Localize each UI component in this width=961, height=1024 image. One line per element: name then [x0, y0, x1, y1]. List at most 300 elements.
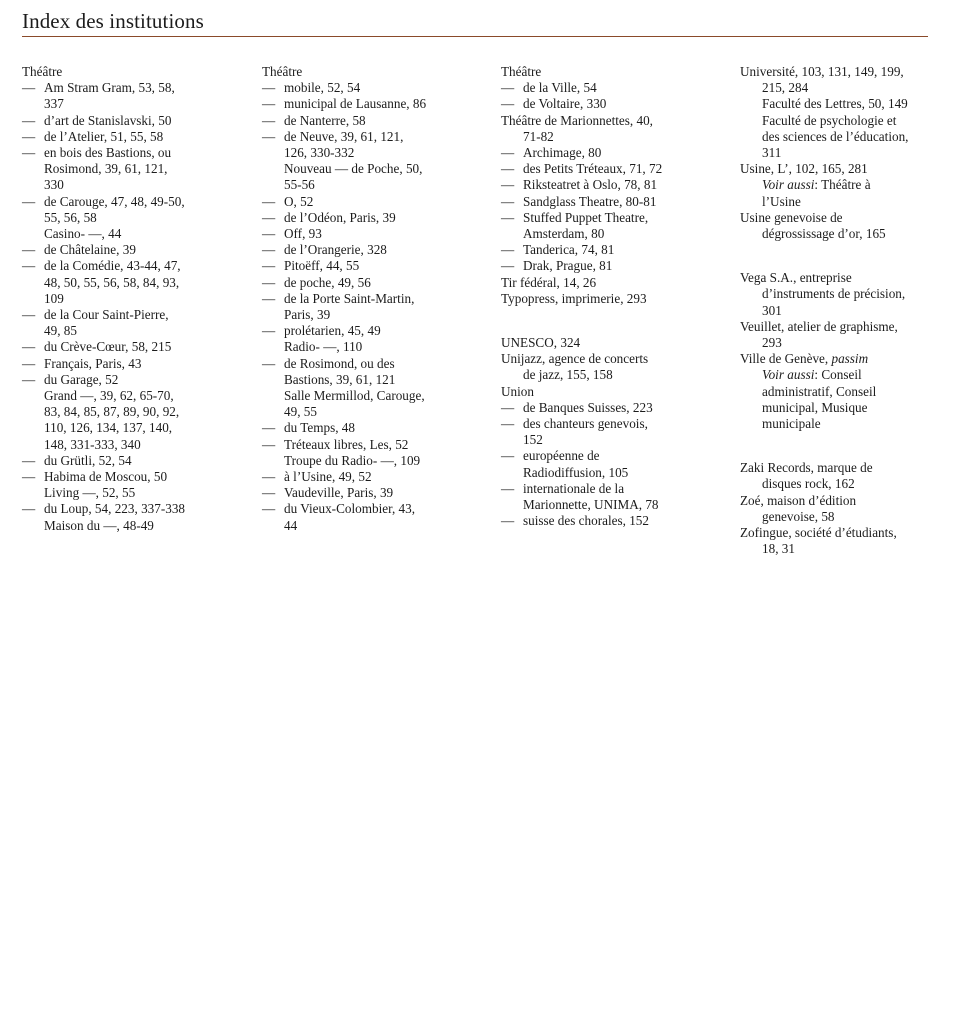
sub-entry-dash: — — [501, 448, 515, 464]
index-entry — [740, 351, 940, 432]
sub-entry-dash: — — [22, 307, 36, 323]
entry-text: Troupe du Radio- —, 109 — [284, 452, 421, 468]
index-entry-line — [501, 80, 706, 96]
index-entry-line — [22, 80, 222, 96]
entry-text: Radiodiffusion, 105 — [523, 464, 629, 480]
index-entry-continuation — [22, 96, 222, 112]
entry-text: genevoise, 58 — [762, 508, 835, 524]
entry-text: Maison du —, 48-49 — [44, 517, 154, 533]
index-entry-line — [22, 194, 222, 210]
entry-text: européenne de — [523, 448, 600, 464]
index-entry-continuation — [262, 404, 462, 420]
index-entry-line — [22, 113, 222, 129]
entry-text: Faculté des Lettres, 50, 149 — [762, 96, 908, 112]
sub-entry-dash: — — [262, 323, 276, 339]
index-entry-continuation — [262, 372, 462, 388]
index-entry-continuation — [262, 307, 462, 323]
sub-entry-dash: — — [22, 128, 36, 144]
index-entry-continuation — [22, 485, 222, 501]
sub-entry-dash: — — [501, 177, 515, 193]
index-entry-continuation — [740, 80, 940, 96]
index-entry-line — [22, 339, 222, 355]
index-entry — [262, 113, 462, 129]
sub-entry-dash: — — [501, 193, 515, 209]
entry-text: de poche, 49, 56 — [284, 274, 371, 290]
index-entry — [501, 161, 706, 177]
index-entry — [262, 275, 462, 291]
sub-entry-dash: — — [501, 416, 515, 432]
index-entry-continuation — [262, 388, 462, 404]
index-entry — [501, 64, 706, 80]
sub-entry-dash: — — [262, 242, 276, 258]
entry-text: 49, 85 — [44, 323, 77, 339]
index-entry-line — [262, 194, 462, 210]
entry-text: 55, 56, 58 — [44, 209, 97, 225]
index-entry-continuation — [22, 275, 222, 291]
sub-entry-dash: — — [262, 193, 276, 209]
entry-text: Faculté de psychologie et — [762, 112, 897, 128]
entry-text: de l’Orangerie, 328 — [284, 242, 387, 258]
index-entry — [22, 339, 222, 355]
sub-entry-dash: — — [262, 485, 276, 501]
index-entry-continuation — [22, 437, 222, 453]
index-entry-continuation — [22, 291, 222, 307]
index-entry — [22, 258, 222, 307]
index-entry-line — [22, 469, 222, 485]
index-entry — [262, 501, 462, 533]
entry-text: mobile, 52, 54 — [284, 80, 361, 96]
index-entry-continuation — [740, 416, 940, 432]
entry-text: O, 52 — [284, 193, 314, 209]
index-entry — [262, 469, 462, 485]
sub-entry-dash: — — [262, 128, 276, 144]
entry-text: de la Porte Saint-Martin, — [284, 290, 415, 306]
index-entry-continuation — [22, 388, 222, 404]
entry-italic-text: Voir aussi — [762, 177, 815, 193]
entry-text: 337 — [44, 96, 64, 112]
index-entry — [501, 448, 706, 480]
entry-text: Off, 93 — [284, 226, 322, 242]
entry-italic-text: passim — [831, 351, 869, 367]
index-column-1 — [22, 64, 222, 534]
entry-text: Salle Mermillod, Carouge, — [284, 388, 425, 404]
index-entry-line — [740, 351, 940, 367]
entry-text: de Neuve, 39, 61, 121, — [284, 128, 404, 144]
entry-text: 126, 330-332 — [284, 145, 355, 161]
sub-entry-dash: — — [262, 290, 276, 306]
index-entry-line — [501, 145, 706, 161]
sub-entry-dash: — — [501, 480, 515, 496]
entry-text: de l’Odéon, Paris, 39 — [284, 209, 396, 225]
index-entry — [501, 80, 706, 96]
entry-text: 109 — [44, 290, 64, 306]
index-entry-continuation — [740, 303, 940, 319]
header-rule — [22, 36, 928, 37]
entry-text: Pitoëff, 44, 55 — [284, 258, 360, 274]
sub-entry-dash: — — [262, 436, 276, 452]
index-entry-continuation — [22, 177, 222, 193]
entry-text: Bastions, 39, 61, 121 — [284, 371, 396, 387]
entry-text: de la Ville, 54 — [523, 80, 597, 96]
entry-text: municipal, Musique — [762, 399, 868, 415]
index-entry-line — [501, 258, 706, 274]
index-entry-continuation — [262, 145, 462, 161]
index-entry-line — [501, 96, 706, 112]
entry-text: de Carouge, 47, 48, 49-50, — [44, 193, 185, 209]
entry-spacer — [740, 432, 940, 460]
entry-text: de Châtelaine, 39 — [44, 242, 136, 258]
index-entry-continuation — [740, 113, 940, 129]
index-entry-line — [740, 210, 940, 226]
index-entry — [22, 501, 222, 533]
entry-text: 48, 50, 55, 56, 58, 84, 93, — [44, 274, 180, 290]
index-entry-line — [22, 501, 222, 517]
entry-text: du Garage, 52 — [44, 371, 119, 387]
sub-entry-dash: — — [501, 161, 515, 177]
entry-text: du Vieux-Colombier, 43, — [284, 501, 416, 517]
index-entry-line — [262, 64, 462, 80]
index-entry-line — [262, 356, 462, 372]
entry-text: Théâtre — [501, 64, 542, 79]
index-entry — [262, 226, 462, 242]
entry-text: Union — [501, 383, 534, 399]
entry-text: Veuillet, atelier de graphisme, — [740, 318, 898, 334]
sub-entry-dash: — — [262, 226, 276, 242]
entry-text: Amsterdam, 80 — [523, 226, 605, 242]
index-entry-continuation — [22, 420, 222, 436]
index-entry — [501, 400, 706, 416]
sub-entry-dash: — — [501, 96, 515, 112]
index-entry-continuation — [740, 129, 940, 145]
index-entry — [22, 356, 222, 372]
index-entry-line — [740, 460, 940, 476]
index-entry-continuation — [740, 384, 940, 400]
index-entry-line — [501, 113, 706, 129]
entry-text: du Grütli, 52, 54 — [44, 452, 132, 468]
index-entry — [501, 275, 706, 291]
index-entry — [262, 420, 462, 436]
page-title: Index des institutions — [22, 9, 204, 33]
entry-text: des Petits Tréteaux, 71, 72 — [523, 161, 663, 177]
index-entry-line — [262, 501, 462, 517]
index-entry — [22, 113, 222, 129]
entry-text: Théâtre — [22, 64, 63, 79]
entry-text: de la Comédie, 43-44, 47, — [44, 258, 181, 274]
index-entry-line — [262, 129, 462, 145]
index-entry — [740, 493, 940, 525]
index-entry-continuation — [22, 226, 222, 242]
entry-text: de la Cour Saint-Pierre, — [44, 307, 169, 323]
entry-text: 148, 331-333, 340 — [44, 436, 141, 452]
entry-text: Stuffed Puppet Theatre, — [523, 209, 649, 225]
index-entry — [262, 291, 462, 323]
entry-text: Casino- —, 44 — [44, 226, 122, 242]
entry-spacer — [740, 242, 940, 270]
entry-text: Archimage, 80 — [523, 145, 602, 161]
entry-text: de Nanterre, 58 — [284, 112, 366, 128]
index-entry — [262, 437, 462, 469]
sub-entry-dash: — — [262, 501, 276, 517]
index-entry — [22, 469, 222, 501]
entry-text: l’Usine — [762, 193, 801, 209]
index-entry-line — [262, 469, 462, 485]
entry-text: 215, 284 — [762, 80, 809, 96]
index-entry-line — [262, 258, 462, 274]
index-entry — [262, 258, 462, 274]
index-entry — [501, 291, 706, 307]
index-entry-continuation — [740, 177, 940, 193]
index-entry-line — [501, 416, 706, 432]
sub-entry-dash: — — [262, 274, 276, 290]
index-entry-line — [262, 420, 462, 436]
index-entry-continuation — [262, 161, 462, 177]
entry-text: Théâtre de Marionnettes, 40, — [501, 112, 653, 128]
entry-text: Radio- —, 110 — [284, 339, 363, 355]
entry-text: de l’Atelier, 51, 55, 58 — [44, 128, 164, 144]
sub-entry-dash: — — [22, 452, 36, 468]
entry-text: Typopress, imprimerie, 293 — [501, 290, 647, 306]
index-entry — [501, 384, 706, 400]
index-entry — [501, 210, 706, 242]
entry-text: de jazz, 155, 158 — [523, 367, 613, 383]
entry-text: : Théâtre à — [814, 177, 871, 193]
entry-text: suisse des chorales, 152 — [523, 513, 649, 529]
index-entry-continuation — [740, 541, 940, 557]
entry-text: de Banques Suisses, 223 — [523, 399, 653, 415]
index-column-2 — [262, 64, 462, 534]
sub-entry-dash: — — [501, 258, 515, 274]
sub-entry-dash: — — [501, 209, 515, 225]
entry-text: du Crève-Cœur, 58, 215 — [44, 339, 172, 355]
index-entry-line — [501, 448, 706, 464]
entry-text: 311 — [762, 145, 782, 161]
index-entry-continuation — [22, 161, 222, 177]
index-entry — [22, 64, 222, 80]
entry-text: Vega S.A., entreprise — [740, 270, 852, 286]
sub-entry-dash: — — [22, 242, 36, 258]
index-entry — [262, 485, 462, 501]
index-entry-line — [262, 80, 462, 96]
index-entry-line — [262, 485, 462, 501]
index-entry-line — [262, 275, 462, 291]
index-entry-line — [740, 64, 940, 80]
entry-text: Vaudeville, Paris, 39 — [284, 485, 394, 501]
index-entry-line — [22, 453, 222, 469]
index-entry — [501, 513, 706, 529]
entry-text: en bois des Bastions, ou — [44, 145, 172, 161]
sub-entry-dash: — — [262, 469, 276, 485]
index-entry-line — [501, 194, 706, 210]
index-entry — [262, 129, 462, 194]
index-entry — [262, 96, 462, 112]
page-header — [22, 8, 928, 34]
sub-entry-dash: — — [262, 112, 276, 128]
sub-entry-dash: — — [22, 193, 36, 209]
index-entry-continuation — [501, 432, 706, 448]
index-entry-line — [740, 493, 940, 509]
entry-text: 71-82 — [523, 128, 554, 144]
sub-entry-dash: — — [22, 80, 36, 96]
entry-text: 330 — [44, 177, 64, 193]
index-entry-continuation — [501, 497, 706, 513]
index-entry — [22, 242, 222, 258]
index-entry — [262, 323, 462, 355]
index-entry-line — [262, 96, 462, 112]
index-entry — [22, 453, 222, 469]
index-entry-continuation — [501, 129, 706, 145]
index-entry-line — [501, 291, 706, 307]
index-entry — [22, 372, 222, 453]
index-entry-line — [262, 437, 462, 453]
index-entry — [740, 161, 940, 210]
index-entry — [501, 481, 706, 513]
index-entry — [501, 145, 706, 161]
entry-text: de Rosimond, ou des — [284, 355, 395, 371]
entry-text: Paris, 39 — [284, 307, 331, 323]
index-entry — [22, 80, 222, 112]
index-entry-continuation — [740, 335, 940, 351]
entry-text: Drak, Prague, 81 — [523, 258, 613, 274]
entry-text: d’art de Stanislavski, 50 — [44, 112, 172, 128]
sub-entry-dash: — — [22, 339, 36, 355]
index-entry-line — [22, 129, 222, 145]
entry-text: du Temps, 48 — [284, 420, 355, 436]
sub-entry-dash: — — [501, 242, 515, 258]
index-entry — [262, 64, 462, 80]
index-entry-line — [501, 400, 706, 416]
index-entry — [262, 194, 462, 210]
index-entry-line — [501, 481, 706, 497]
sub-entry-dash: — — [22, 258, 36, 274]
index-entry-line — [501, 210, 706, 226]
entry-text: d’instruments de précision, — [762, 286, 906, 302]
index-entry — [262, 242, 462, 258]
index-entry — [501, 96, 706, 112]
index-entry-continuation — [262, 339, 462, 355]
entry-text: Ville de Genève, — [740, 351, 832, 367]
index-entry-line — [262, 242, 462, 258]
sub-entry-dash: — — [22, 371, 36, 387]
index-entry-continuation — [740, 400, 940, 416]
index-entry-continuation — [740, 476, 940, 492]
entry-text: Zoé, maison d’édition — [740, 492, 857, 508]
entry-text: Unijazz, agence de concerts — [501, 351, 649, 367]
index-entry-continuation — [740, 226, 940, 242]
sub-entry-dash: — — [501, 145, 515, 161]
index-entry-line — [501, 161, 706, 177]
entry-text: Grand —, 39, 62, 65-70, — [44, 388, 174, 404]
index-entry-line — [501, 242, 706, 258]
index-entry — [22, 194, 222, 243]
index-entry-continuation — [22, 210, 222, 226]
sub-entry-dash: — — [501, 80, 515, 96]
entry-text: des sciences de l’éducation, — [762, 128, 909, 144]
sub-entry-dash: — — [22, 355, 36, 371]
index-entry-continuation — [740, 509, 940, 525]
index-entry-continuation — [262, 453, 462, 469]
index-entry — [501, 177, 706, 193]
entry-text: Usine genevoise de — [740, 209, 843, 225]
entry-text: 18, 31 — [762, 541, 795, 557]
entry-text: Tir fédéral, 14, 26 — [501, 274, 597, 290]
entry-text: Théâtre — [262, 64, 303, 79]
index-entry-line — [501, 64, 706, 80]
index-entry-line — [740, 161, 940, 177]
entry-text: Tanderica, 74, 81 — [523, 242, 615, 258]
index-entry-line — [262, 226, 462, 242]
index-entry — [740, 64, 940, 161]
entry-text: Marionnette, UNIMA, 78 — [523, 497, 659, 513]
index-entry-line — [262, 291, 462, 307]
index-column-3 — [501, 64, 706, 529]
entry-text: Sandglass Theatre, 80-81 — [523, 193, 657, 209]
entry-text: : Conseil — [814, 367, 862, 383]
entry-spacer — [501, 307, 706, 335]
index-entry-continuation — [740, 194, 940, 210]
entry-text: internationale de la — [523, 480, 625, 496]
index-entry — [22, 145, 222, 194]
index-entry — [501, 113, 706, 145]
index-entry-line — [740, 270, 940, 286]
index-entry-line — [501, 177, 706, 193]
index-entry-line — [22, 307, 222, 323]
entry-text: 83, 84, 85, 87, 89, 90, 92, — [44, 404, 180, 420]
entry-text: 55-56 — [284, 177, 315, 193]
index-entry — [501, 258, 706, 274]
index-entry — [262, 80, 462, 96]
sub-entry-dash: — — [501, 513, 515, 529]
index-entry — [740, 210, 940, 242]
index-entry-line — [22, 242, 222, 258]
index-entry — [22, 307, 222, 339]
index-entry-line — [501, 335, 706, 351]
index-entry-continuation — [22, 518, 222, 534]
entry-text: administratif, Conseil — [762, 383, 877, 399]
index-entry-continuation — [501, 465, 706, 481]
entry-text: Living —, 52, 55 — [44, 485, 136, 501]
entry-text: Université, 103, 131, 149, 199, — [740, 64, 904, 79]
index-entry — [262, 210, 462, 226]
index-entry-line — [501, 384, 706, 400]
entry-italic-text: Voir aussi — [762, 367, 815, 383]
index-entry-line — [22, 145, 222, 161]
index-entry — [501, 335, 706, 351]
entry-text: 152 — [523, 432, 543, 448]
sub-entry-dash: — — [262, 209, 276, 225]
entry-text: 293 — [762, 335, 782, 351]
entry-text: Tréteaux libres, Les, 52 — [284, 436, 409, 452]
entry-text: 44 — [284, 517, 298, 533]
index-entry-line — [740, 319, 940, 335]
index-entry-continuation — [740, 286, 940, 302]
entry-text: 49, 55 — [284, 404, 317, 420]
index-entry-line — [262, 323, 462, 339]
index-entry-continuation — [262, 177, 462, 193]
entry-text: disques rock, 162 — [762, 476, 855, 492]
index-entry — [740, 319, 940, 351]
index-entry — [740, 460, 940, 492]
entry-text: à l’Usine, 49, 52 — [284, 469, 372, 485]
index-entry-continuation — [501, 367, 706, 383]
index-entry-line — [262, 113, 462, 129]
entry-text: Am Stram Gram, 53, 58, — [44, 80, 175, 96]
entry-text: dégrossissage d’or, 165 — [762, 226, 886, 242]
index-entry — [262, 356, 462, 421]
index-entry-continuation — [501, 226, 706, 242]
index-entry — [740, 525, 940, 557]
sub-entry-dash: — — [22, 112, 36, 128]
index-entry-continuation — [740, 367, 940, 383]
